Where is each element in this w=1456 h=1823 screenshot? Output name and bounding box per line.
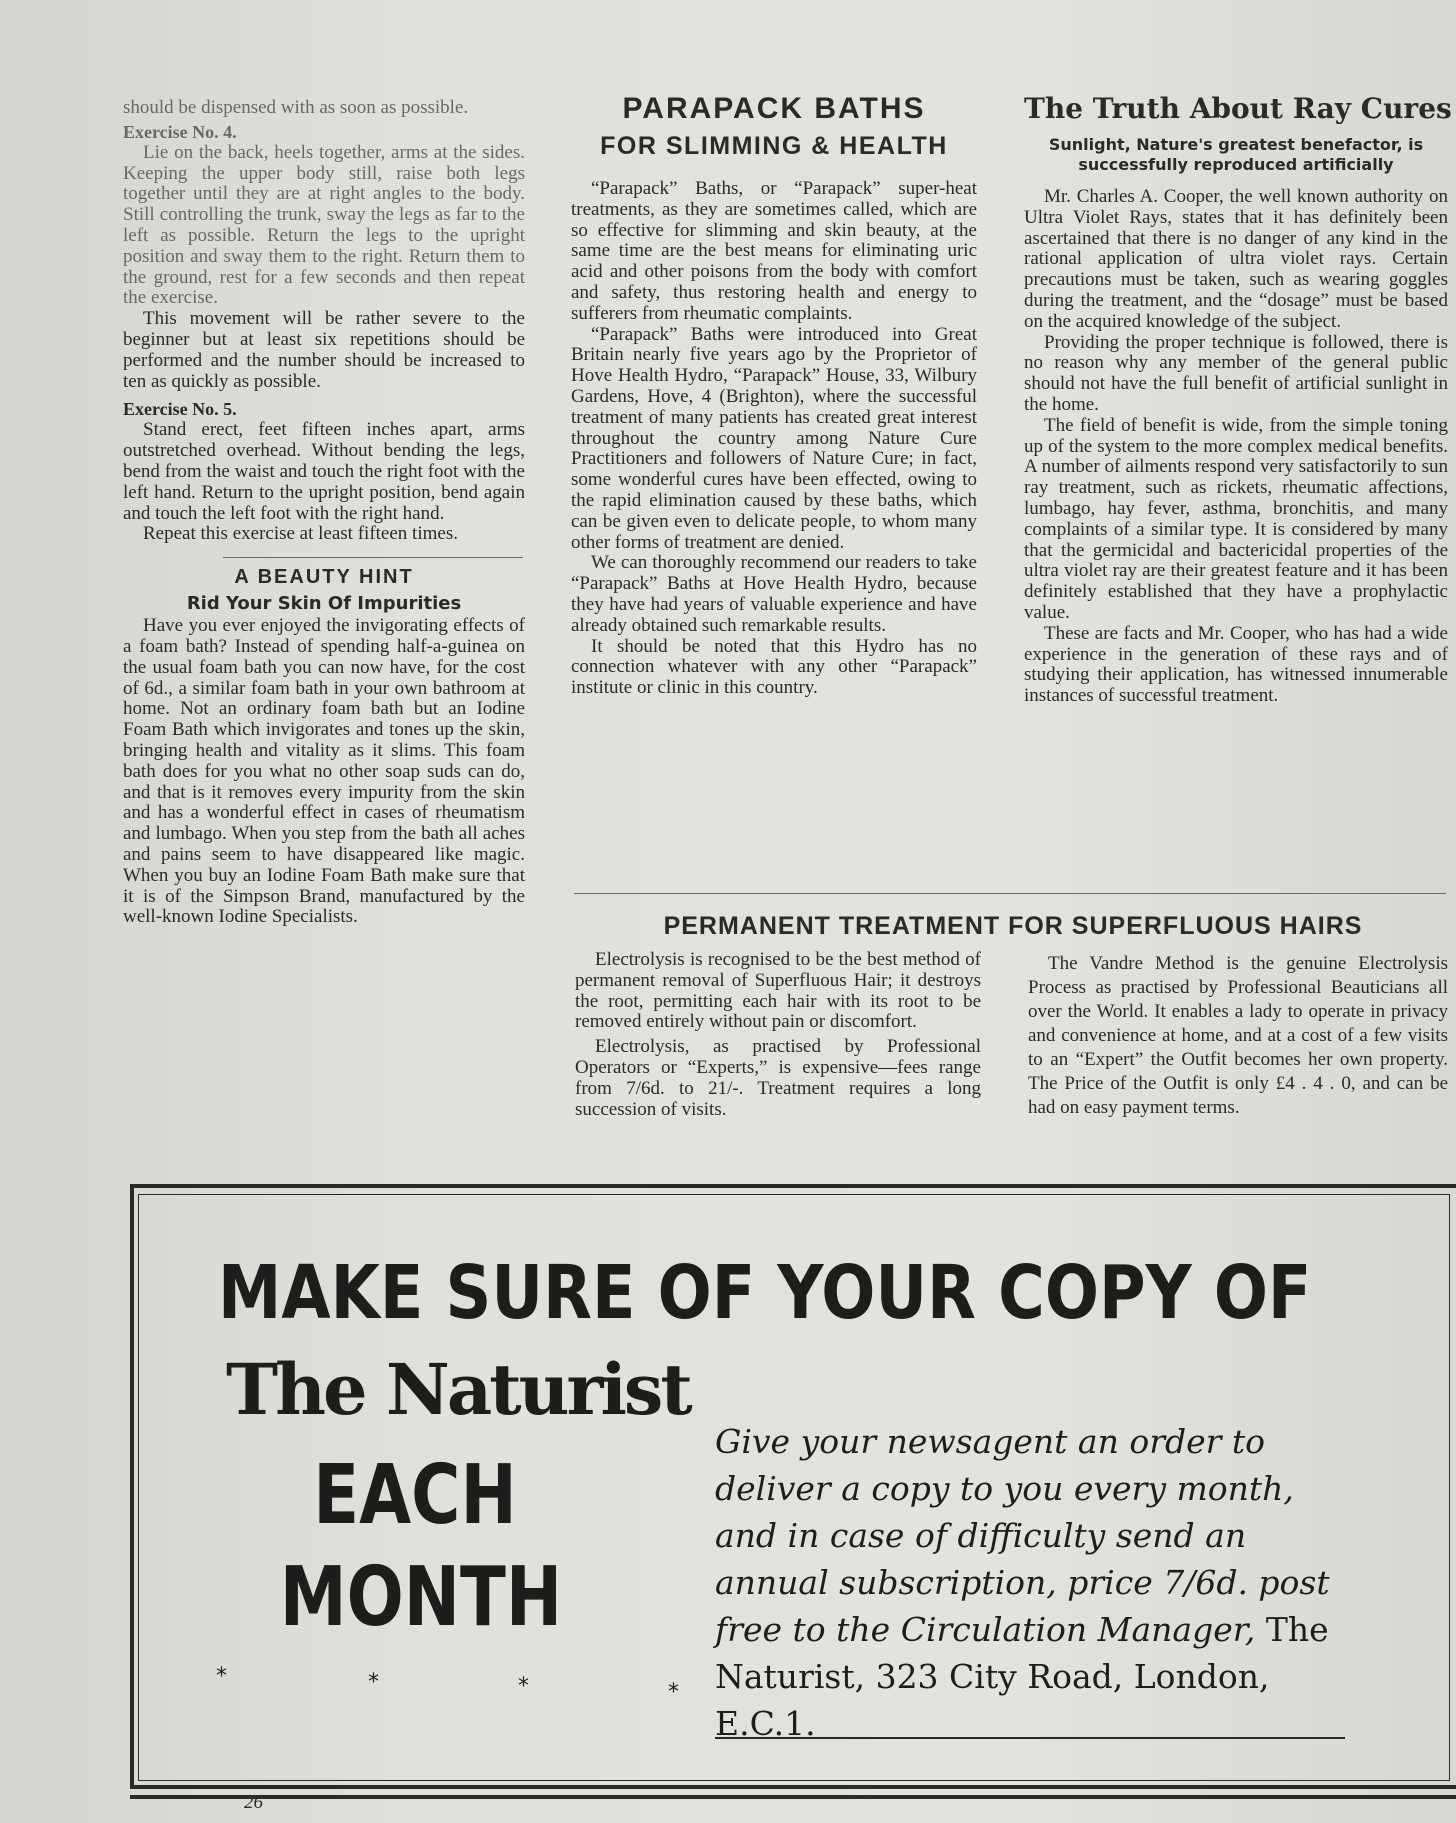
advert-copy-manager: Manager, <box>1097 1610 1256 1649</box>
right-column <box>1024 92 1452 707</box>
parapack-subtitle: FOR SLIMMING & HEALTH <box>600 132 948 160</box>
electrolysis-p3: The Vandre Method is the genuine Electrolysis Process as practised by Professional Beauticians all over the World. It enables a lady to operate in privacy and convenience at home, and at a cost of a few visits to an “Expert” the Outfit becomes her own property. The Price of the Outfit is only £4 . 4 . 0, and can be had on easy payment terms. <box>1028 953 1448 1118</box>
middle-column <box>571 92 977 699</box>
exercise-5-note: Repeat this exercise at least fifteen times. <box>143 523 458 545</box>
advert-copy-italic: Give your newsagent an order to deliver a copy to you every month, and in case of difficulty send an annual subscription, price 7/6d. post free to the Circulation <box>715 1422 1330 1649</box>
exercise-intro: should be dispensed with as soon as possible. <box>123 97 469 118</box>
ray-cures-p1: Mr. Charles A. Cooper, the well known authority on Ultra Violet Rays, states that it has definitely been ascertained that there is no danger of any kind in the rational application of ultra violet rays. Certain precautions must be taken, such as wearing goggles during the treatment, and the “dosage” must be based on the acquired knowledge of the subject. <box>1024 186 1448 332</box>
ray-cures-p2: Providing the proper technique is followed, there is no reason why any member of the general public should not have the full benefit of artificial sunlight in the home. <box>1024 331 1448 415</box>
advert-copy-address: The Naturist, 323 City Road, London, E.C.1. <box>715 1610 1329 1743</box>
advert-star-2: * <box>368 1670 379 1695</box>
electrolysis-p2: Electrolysis, as practised by Professional Operators or “Experts,” is expensive—fees range from 7/6d. to 21/-. Treatment requires a long succession of visits. <box>575 1036 981 1120</box>
parapack-title: PARAPACK BATHS <box>622 92 926 125</box>
left-column <box>123 98 525 928</box>
advert-bottom-rule <box>130 1795 1456 1799</box>
exercise-5-title: Exercise No. 5. <box>123 399 237 420</box>
advert-headline: MAKE SURE OF YOUR COPY OF <box>218 1250 1312 1336</box>
exercise-4-title: Exercise No. 4. <box>123 121 237 142</box>
divider <box>223 557 523 558</box>
advert-star-3: * <box>518 1674 529 1699</box>
parapack-p4: It should be noted that this Hydro has no connection whatever with any other “Parapack” institute or clinic in this country. <box>571 635 977 699</box>
ray-cures-p3: The field of benefit is wide, from the simple toning up of the system to the more complex medical benefits. A number of ailments respond very satisfactorily to sun ray treatment, such as rickets, rheumatic affections, lumbago, hay fever, asthma, bronchitis, and many complaints of a similar type. It is considered by many that the germicidal and bactericidal properties of the ultra violet ray are their greatest feature and it has been definitely established that they have a prophylactic value. <box>1024 414 1448 623</box>
parapack-p3: We can thoroughly recommend our readers to take “Parapack” Baths at Hove Health Hydro, because they have had years of valuable experience and have already obtained such remarkable results. <box>571 552 977 636</box>
electrolysis-p1: Electrolysis is recognised to be the best method of permanent removal of Superfluous Hair; it destroys the root, permitting each hair with its root to be removed entirely without pain or discomfort. <box>575 949 981 1033</box>
ray-cures-title: The Truth About Ray Cures <box>1024 92 1452 125</box>
exercise-5-text: Stand erect, feet fifteen inches apart, arms outstretched overhead. Without bending the legs, bend from the waist and touch the right foot with the left hand. Return to the upright position, bend again and touch the left foot with the right hand. <box>123 419 525 524</box>
advert-magazine-name: The Naturist <box>226 1348 690 1431</box>
beauty-hint-text: Have you ever enjoyed the invigorating effects of a foam bath? Instead of spending half-a-guinea on the usual foam bath you can now have, for the cost of 6d., a similar foam bath in your own bathroom at home. Not an ordinary foam bath but an Iodine Foam Bath which invigorates and tones up the skin, bringing health and vitality as it slims. This foam bath does for you what no other soap suds can do, and that is it removes every impurity from the skin and has a wonderful effect in cases of rheumatism and lumbago. When you step from the bath all aches and pains seem to have disappeared like magic. When you buy an Iodine Foam Bath make sure that it is of the Simpson Brand, manufactured by the well-known Iodine Specialists. <box>123 615 525 928</box>
advert-signature-line <box>715 1737 1345 1739</box>
ray-cures-subtitle: Sunlight, Nature's greatest benefactor, is successfully reproduced artificially <box>1048 135 1424 174</box>
exercise-4-text: Lie on the back, heels together, arms at the sides. Keeping the upper body still, raise both legs together until they are at right angles to the body. Still controlling the trunk, sway the legs as far to the left as possible. Return the legs to the upright position and sway them to the right. Return them to the ground, rest for a few seconds and then repeat the exercise. <box>123 141 525 309</box>
beauty-hint-subtitle: Rid Your Skin Of Impurities <box>186 593 462 615</box>
section-divider <box>574 893 1446 894</box>
advert-each: EACH <box>313 1448 517 1543</box>
parapack-p1: “Parapack” Baths, or “Parapack” super-heat treatments, as they are sometimes called, which are so effective for slimming and skin beauty, at the same time are the best means for eliminating uric acid and other poisons from the body with comfort and safety, thus restoring health and energy to sufferers from rheumatic complaints. <box>571 178 977 324</box>
beauty-hint-title: A BEAUTY HINT <box>234 566 414 589</box>
electrolysis-left <box>575 950 981 1120</box>
electrolysis-title: PERMANENT TREATMENT FOR SUPERFLUOUS HAIRS <box>663 912 1363 940</box>
electrolysis-right <box>1028 952 1448 1120</box>
advert-copy <box>715 1418 1355 1747</box>
advert-star-4: * <box>668 1680 679 1705</box>
page-number: 26 <box>244 1792 263 1813</box>
parapack-p2: “Parapack” Baths were introduced into Great Britain nearly five years ago by the Proprietor of Hove Health Hydro, “Parapack” House, 33, Wilbury Gardens, Hove, 4 (Brighton), where the successful treatment of many patients has created great interest throughout the country among Nature Cure Practitioners and followers of Nature Cure; in fact, some wonderful cures have been effected, owing to the rapid elimination caused by these baths, which can be given even to delicate people, to whom many other forms of treatment are denied. <box>571 323 977 553</box>
ray-cures-p4: These are facts and Mr. Cooper, who has had a wide experience in the generation of these rays and of studying their application, has witnessed innumerable instances of successful treatment. <box>1024 622 1448 707</box>
exercise-4-note: This movement will be rather severe to the beginner but at least six repetitions should be performed and the number should be increased to ten as quickly as possible. <box>123 308 525 392</box>
advert-month: MONTH <box>279 1550 563 1645</box>
advert-star-1: * <box>216 1664 227 1689</box>
